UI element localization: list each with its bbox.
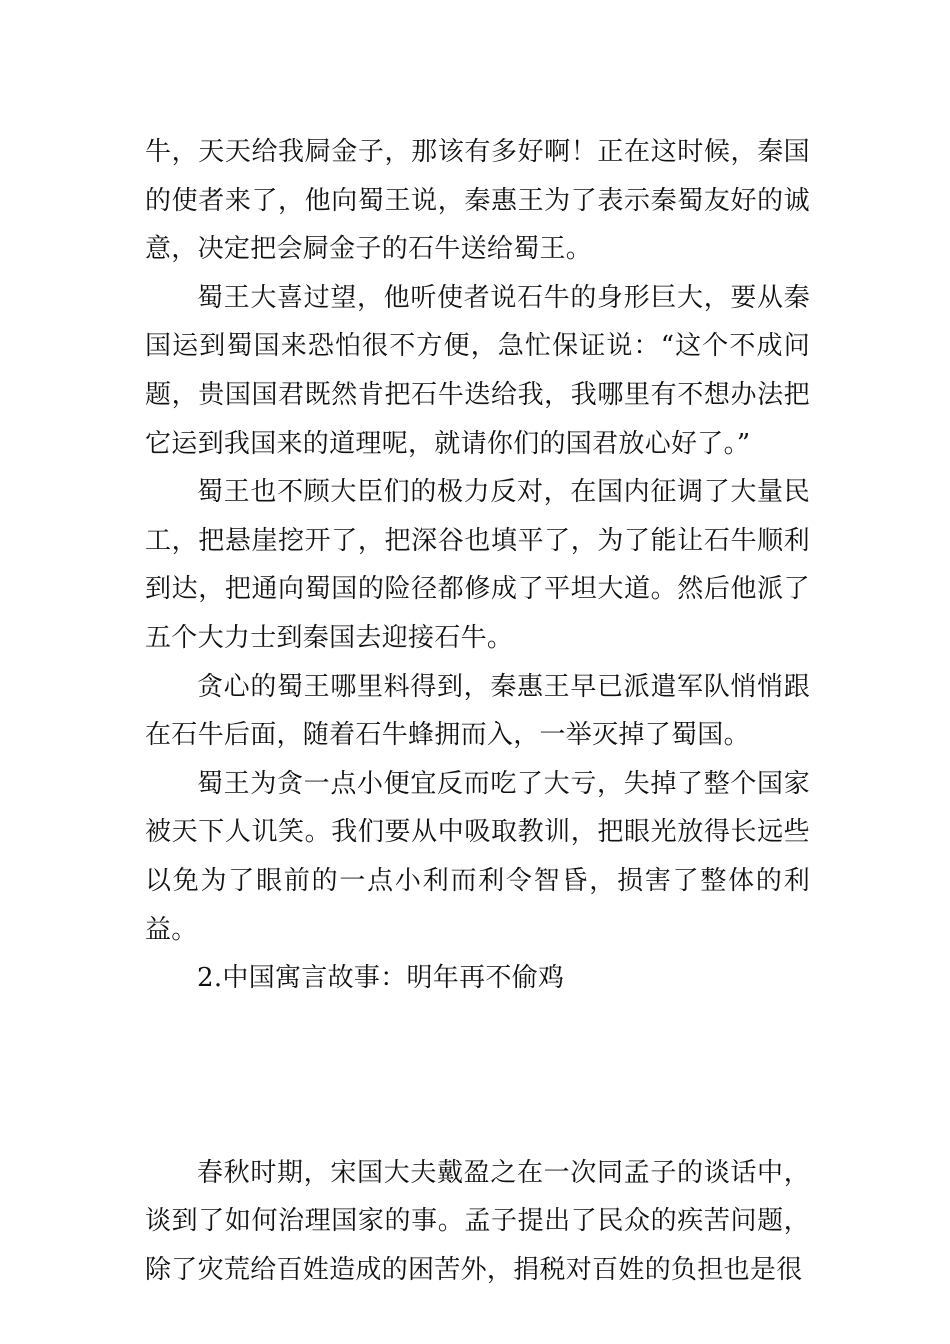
document-body [145, 128, 810, 1294]
paragraph: 春秋时期，宋国大夫戴盈之在一次同孟子的谈话中，谈到了如何治理国家的事。孟子提出了民众的疾苦问题，除了灾荒给百姓造成的困苦外，捐税对百姓的负担也是很 [145, 1157, 810, 1285]
paragraph: 蜀王大喜过望，他听使者说石牛的身形巨大，要从秦国运到蜀国来恐怕很不方便，急忙保证说：“这个不成问题，贵国国君既然肯把石牛迭给我，我哪里有不想办法把它运到我国来的道理呢，就请你们的国君放心好了。” [145, 282, 810, 459]
blank-space [145, 1003, 810, 1149]
paragraph-continued: 牛，天天给我屙金子，那该有多好啊！正在这时候，秦国的使者来了，他向蜀王说，秦惠王为了表示秦蜀友好的诚意，决定把会屙金子的石牛送给蜀王。 [145, 137, 810, 265]
paragraph: 贪心的蜀王哪里料得到，秦惠王早已派遣军队悄悄跟在石牛后面，随着石牛蜂拥而入，一举灭掉了蜀国。 [145, 671, 810, 751]
section-heading: 2.中国寓言故事：明年再不偷鸡 [197, 963, 565, 994]
paragraph: 蜀王也不顾大臣们的极力反对，在国内征调了大量民工，把悬崖挖开了，把深谷也填平了，为了能让石牛顺利到达，把通向蜀国的险径都修成了平坦大道。然后他派了五个大力士到秦国去迎接石牛。 [145, 477, 810, 653]
paragraph: 蜀王为贪一点小便宜反而吃了大亏，失掉了整个国家被天下人讥笑。我们要从中吸取教训，把眼光放得长远些以免为了眼前的一点小利而利令智昏，损害了整体的利益。 [145, 768, 810, 945]
